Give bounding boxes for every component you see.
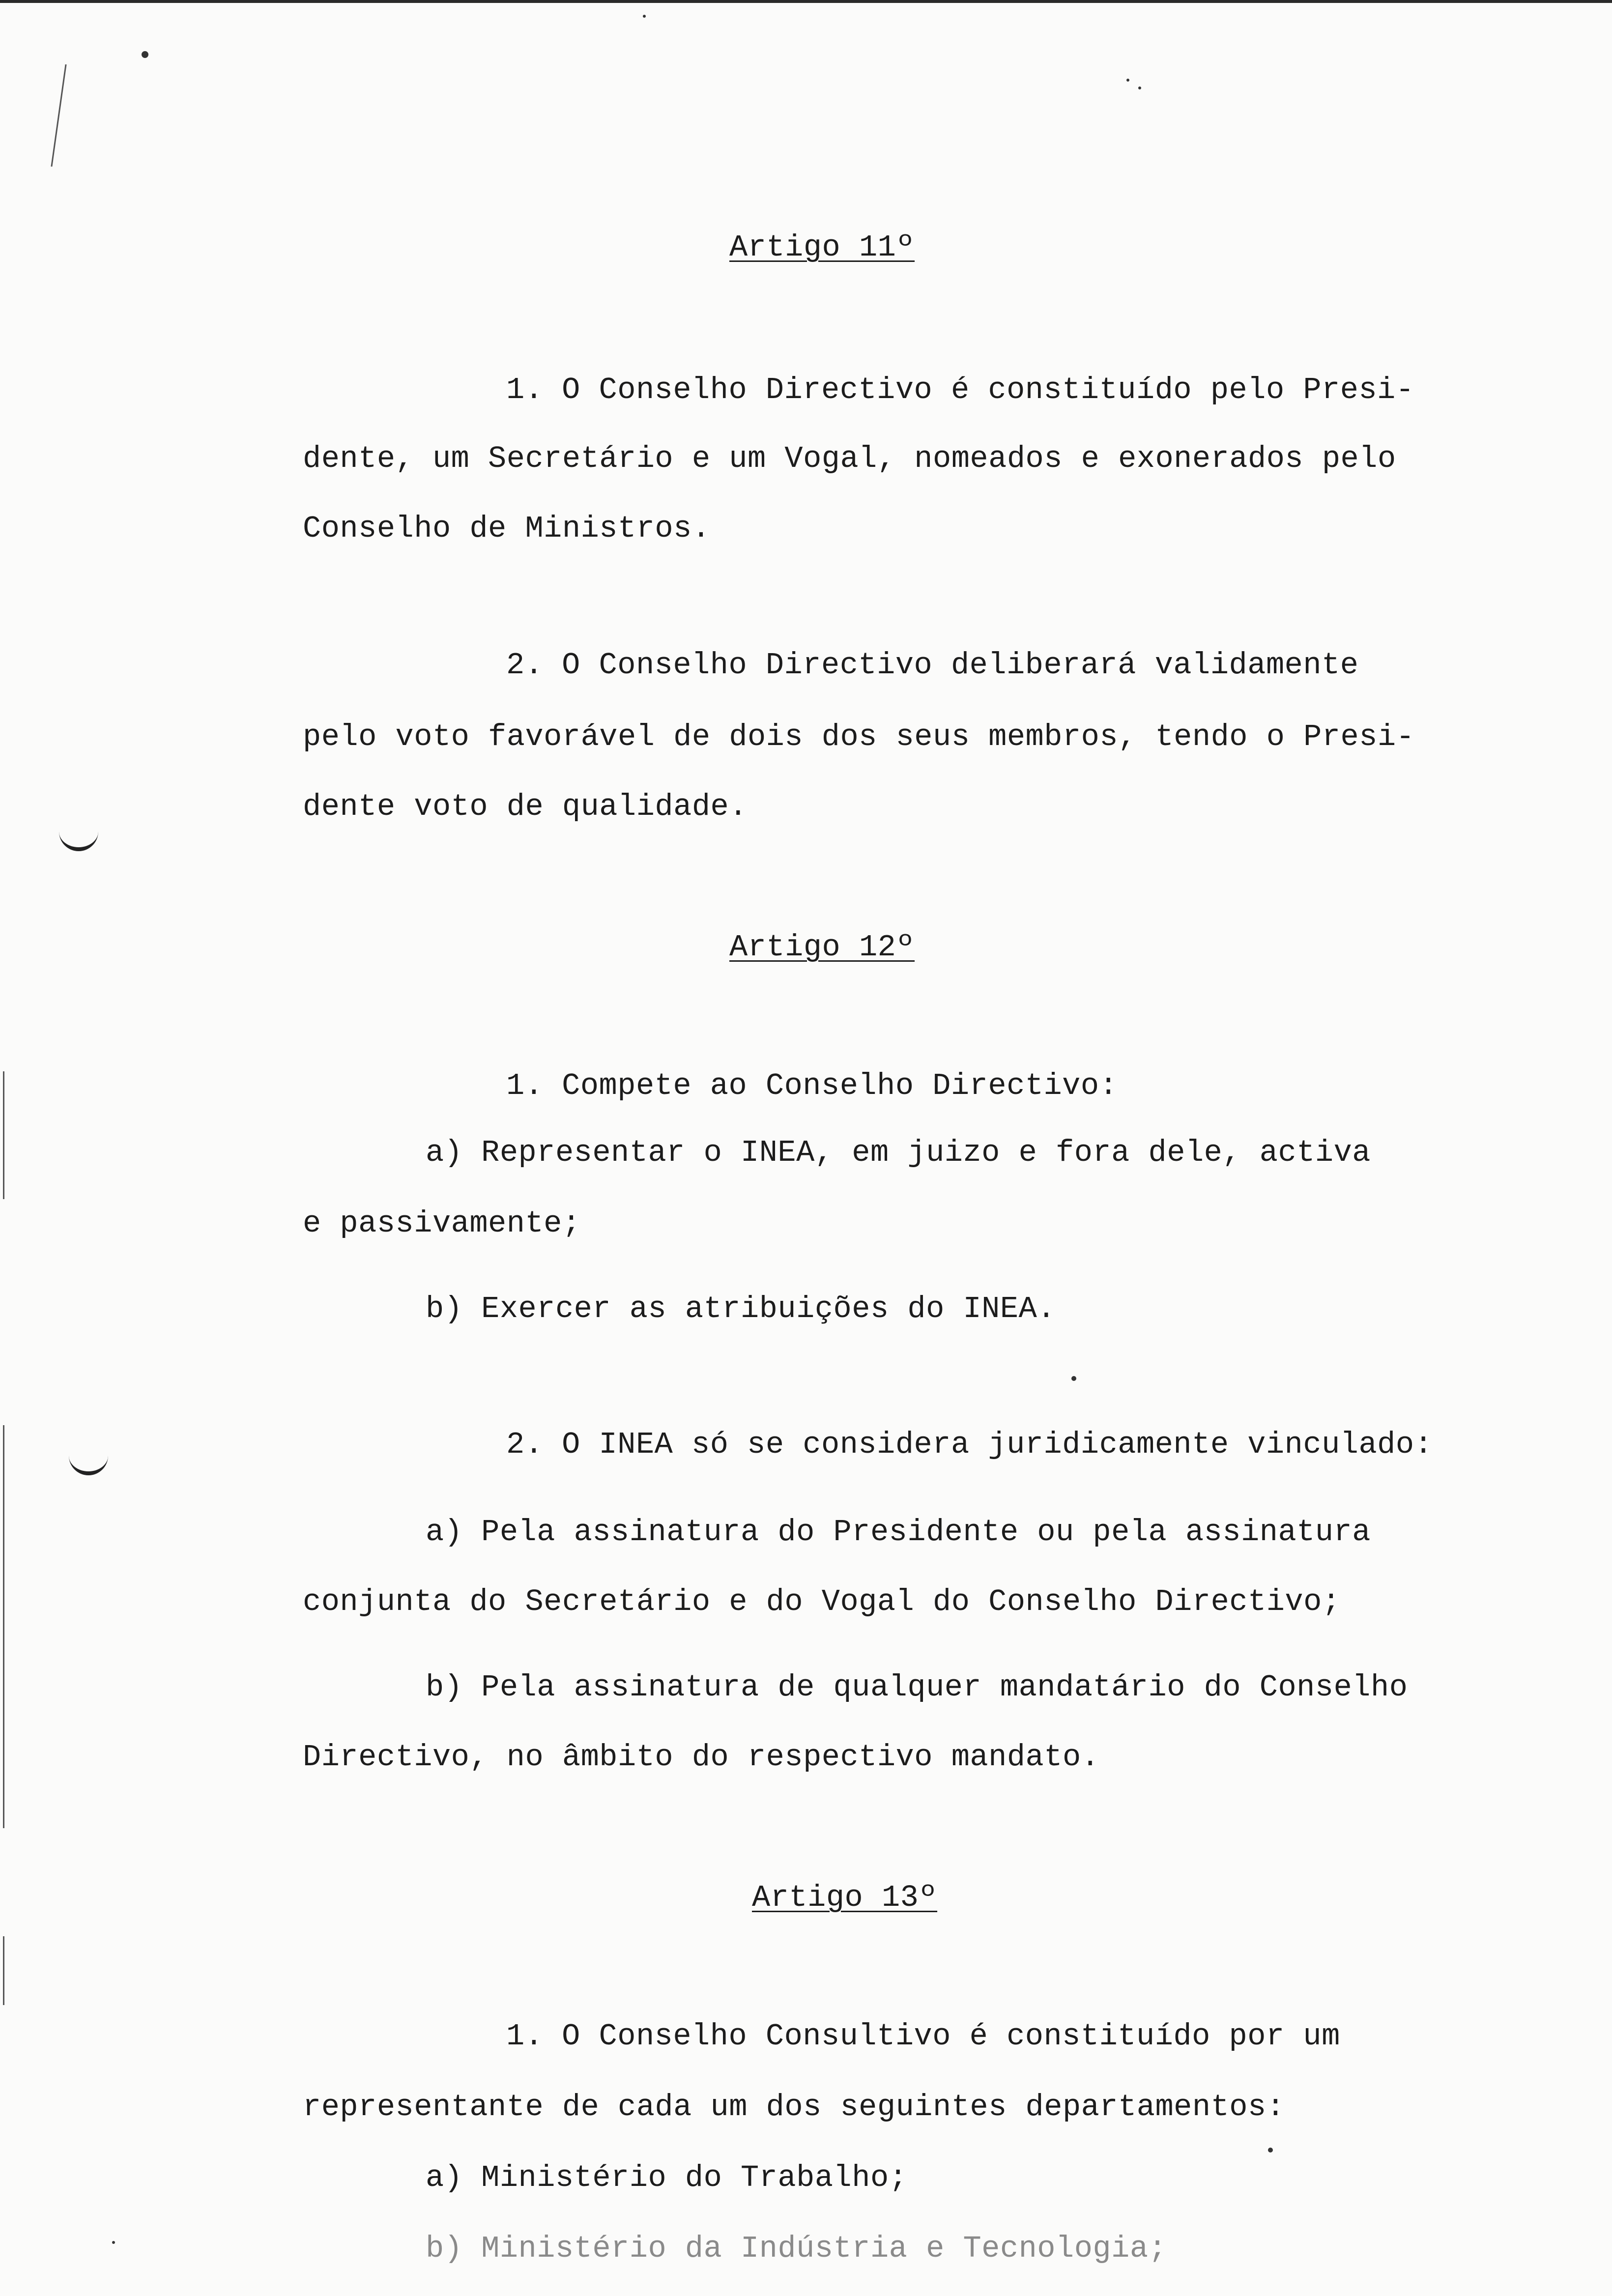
article-11-para-1-line-2: dente, um Secretário e um Vogal, nomeados e exonerados pelo xyxy=(303,441,1396,476)
punch-hole-mark xyxy=(59,831,98,851)
top-edge-rule xyxy=(0,0,1612,3)
article-11-para-2-line-1: 2. O Conselho Directivo deliberará validamente xyxy=(506,648,1359,683)
article-12-para-1-item-b: b) Exercer as atribuições do INEA. xyxy=(426,1292,1056,1326)
article-11-para-2-line-2: pelo voto favorável de dois dos seus membros, tendo o Presi- xyxy=(303,719,1415,754)
article-11-para-1-line-1: 1. O Conselho Directivo é constituído pelo Presi- xyxy=(506,373,1414,407)
article-11-para-2-line-3: dente voto de qualidade. xyxy=(303,789,748,824)
margin-scratch-top xyxy=(51,64,66,167)
ink-speck xyxy=(1268,2148,1273,2152)
margin-scratch-left-3 xyxy=(3,1936,4,2005)
article-13-para-1-item-b: b) Ministério da Indústria e Tecnologia; xyxy=(426,2231,1167,2266)
article-12-para-2-item-a: a) Pela assinatura do Presidente ou pela assinatura xyxy=(426,1515,1371,1550)
article-12-para-1-line-1: 1. Compete ao Conselho Directivo: xyxy=(506,1068,1118,1103)
article-13-para-1-line-2: representante de cada um dos seguintes departamentos: xyxy=(303,2090,1285,2124)
punch-hole-mark xyxy=(69,1455,108,1475)
ink-speck xyxy=(142,51,148,58)
article-13-heading: Artigo 13º xyxy=(752,1880,938,1915)
article-12-para-2-line-1: 2. O INEA só se considera juridicamente vinculado: xyxy=(506,1427,1433,1462)
article-12-para-1-item-a: a) Representar o INEA, em juizo e fora dele, activa xyxy=(426,1135,1371,1170)
ink-speck xyxy=(112,2241,115,2244)
ink-speck xyxy=(1138,86,1141,89)
article-12-para-2-item-b-cont: Directivo, no âmbito do respectivo mandato. xyxy=(303,1740,1100,1775)
article-11-heading: Artigo 11º xyxy=(729,230,915,265)
margin-scratch-left-2 xyxy=(3,1425,4,1828)
ink-speck xyxy=(643,15,646,18)
ink-speck xyxy=(1126,79,1129,82)
article-12-para-2-item-a-cont: conjunta do Secretário e do Vogal do Conselho Directivo; xyxy=(303,1584,1341,1619)
margin-scratch-left-1 xyxy=(3,1071,4,1199)
article-13-para-1-line-1: 1. O Conselho Consultivo é constituído por um xyxy=(506,2019,1340,2054)
article-11-para-1-line-3: Conselho de Ministros. xyxy=(303,511,711,546)
article-12-para-1-item-a-cont: e passivamente; xyxy=(303,1206,581,1241)
ink-speck xyxy=(1071,1376,1076,1381)
article-12-heading: Artigo 12º xyxy=(729,930,915,965)
article-13-para-1-item-a: a) Ministério do Trabalho; xyxy=(426,2160,908,2195)
article-12-para-2-item-b: b) Pela assinatura de qualquer mandatário do Conselho xyxy=(426,1670,1408,1705)
